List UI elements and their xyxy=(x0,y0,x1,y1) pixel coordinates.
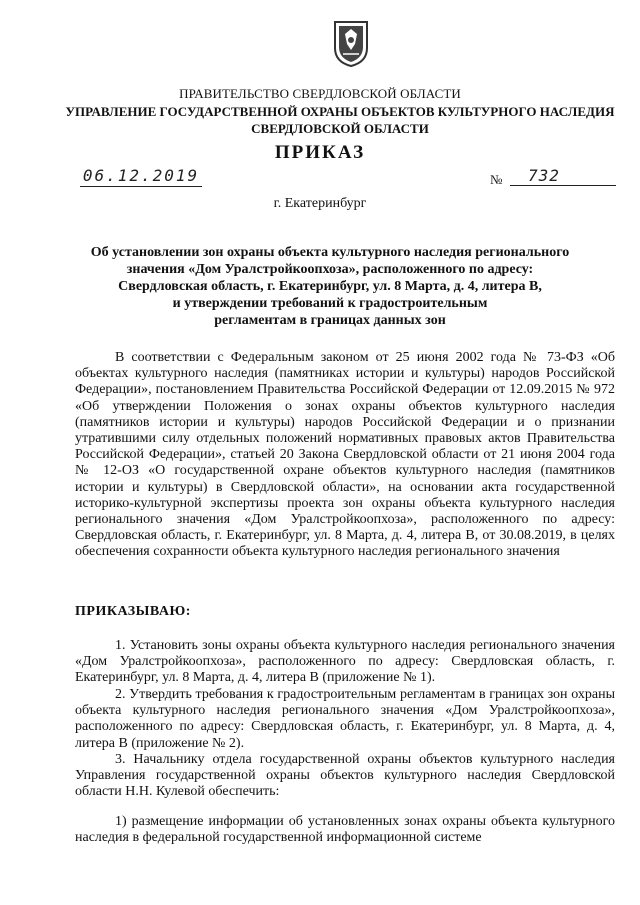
order-subitem-1: 1) размещение информации об установленных зонах охраны объекта культурного наследия в федеральной государственной информационной системе xyxy=(75,814,615,846)
order-word: ПРИКАЗЫВАЮ: xyxy=(75,604,191,619)
order-heading xyxy=(70,244,590,329)
preamble-paragraph: В соответствии с Федеральным законом от 25 июня 2002 года № 73-ФЗ «Об объектах культурного наследия (памятниках истории и культуры) народов Российской Федерации», постановлением Правительства Российской Федерации от 12.09.2015 № 972 «Об утверждении Положения о зонах охраны объектов культурного наследия (памятников истории и культуры) народов Российской Федерации и о признании утратившими силу отдельных положений нормативных правовых актов Правительства Российской Федерации», статьей 20 Закона Свердловской области от 21 июня 2004 года № 12-ОЗ «О государственной охране объектов культурного наследия (памятников истории и культуры) в Свердловской области», на основании акта государственной историко-культурной экспертизы проекта зон охраны объекта культурного наследия регионального значения «Дом Уралстройкоопхоза», расположенного по адресу: Свердловская область, г. Екатеринбург, ул. 8 Марта, д. 4, литера В, от 30.08.2019, в целях обеспечения сохранности объекта культурного наследия регионального значения xyxy=(75,350,615,560)
order-number-label: № xyxy=(490,172,503,187)
heading-line: регламентам в границах данных зон xyxy=(214,313,446,328)
order-item-1: 1. Установить зоны охраны объекта культурного наследия регионального значения «Дом Уралстройкоопхоза», расположенного по адресу: Свердловская область, г. Екатеринбург, ул. 8 Марта, д. 4, литера В (приложение № 1). xyxy=(75,638,615,686)
document-title: ПРИКАЗ xyxy=(274,142,366,163)
order-item-2: 2. Утвердить требования к градостроительным регламентам в границах зон охраны объекта культурного наследия регионального значения «Дом Уралстройкоопхоза», расположенного по адресу: Свердловская область, г. Екатеринбург, ул. 8 Марта, д. 4, литера В (приложение № 2). xyxy=(75,687,615,751)
coat-of-arms-icon xyxy=(333,20,369,68)
heading-line: и утверждении требований к градостроительным xyxy=(172,296,488,311)
order-item-3: 3. Начальнику отдела государственной охраны объектов культурного наследия Управления государственной охраны объектов культурного наследия Свердловской области Н.Н. Кулевой обеспечить: xyxy=(75,752,615,800)
heading-line: Об установлении зон охраны объекта культурного наследия регионального xyxy=(90,245,570,260)
order-date: 06.12.2019 xyxy=(80,166,202,187)
department-name: УПРАВЛЕНИЕ ГОСУДАРСТВЕННОЙ ОХРАНЫ ОБЪЕКТОВ КУЛЬТУРНОГО НАСЛЕДИЯ СВЕРДЛОВСКОЙ ОБЛАСТИ xyxy=(65,104,615,136)
government-name: ПРАВИТЕЛЬСТВО СВЕРДЛОВСКОЙ ОБЛАСТИ xyxy=(179,86,461,101)
order-number: 732 xyxy=(510,166,616,186)
heading-line: Свердловская область, г. Екатеринбург, ул. 8 Марта, д. 4, литера В, xyxy=(118,279,542,294)
city: г. Екатеринбург xyxy=(273,196,367,211)
heading-line: значения «Дом Уралстройкоопхоза», расположенного по адресу: xyxy=(126,262,534,277)
